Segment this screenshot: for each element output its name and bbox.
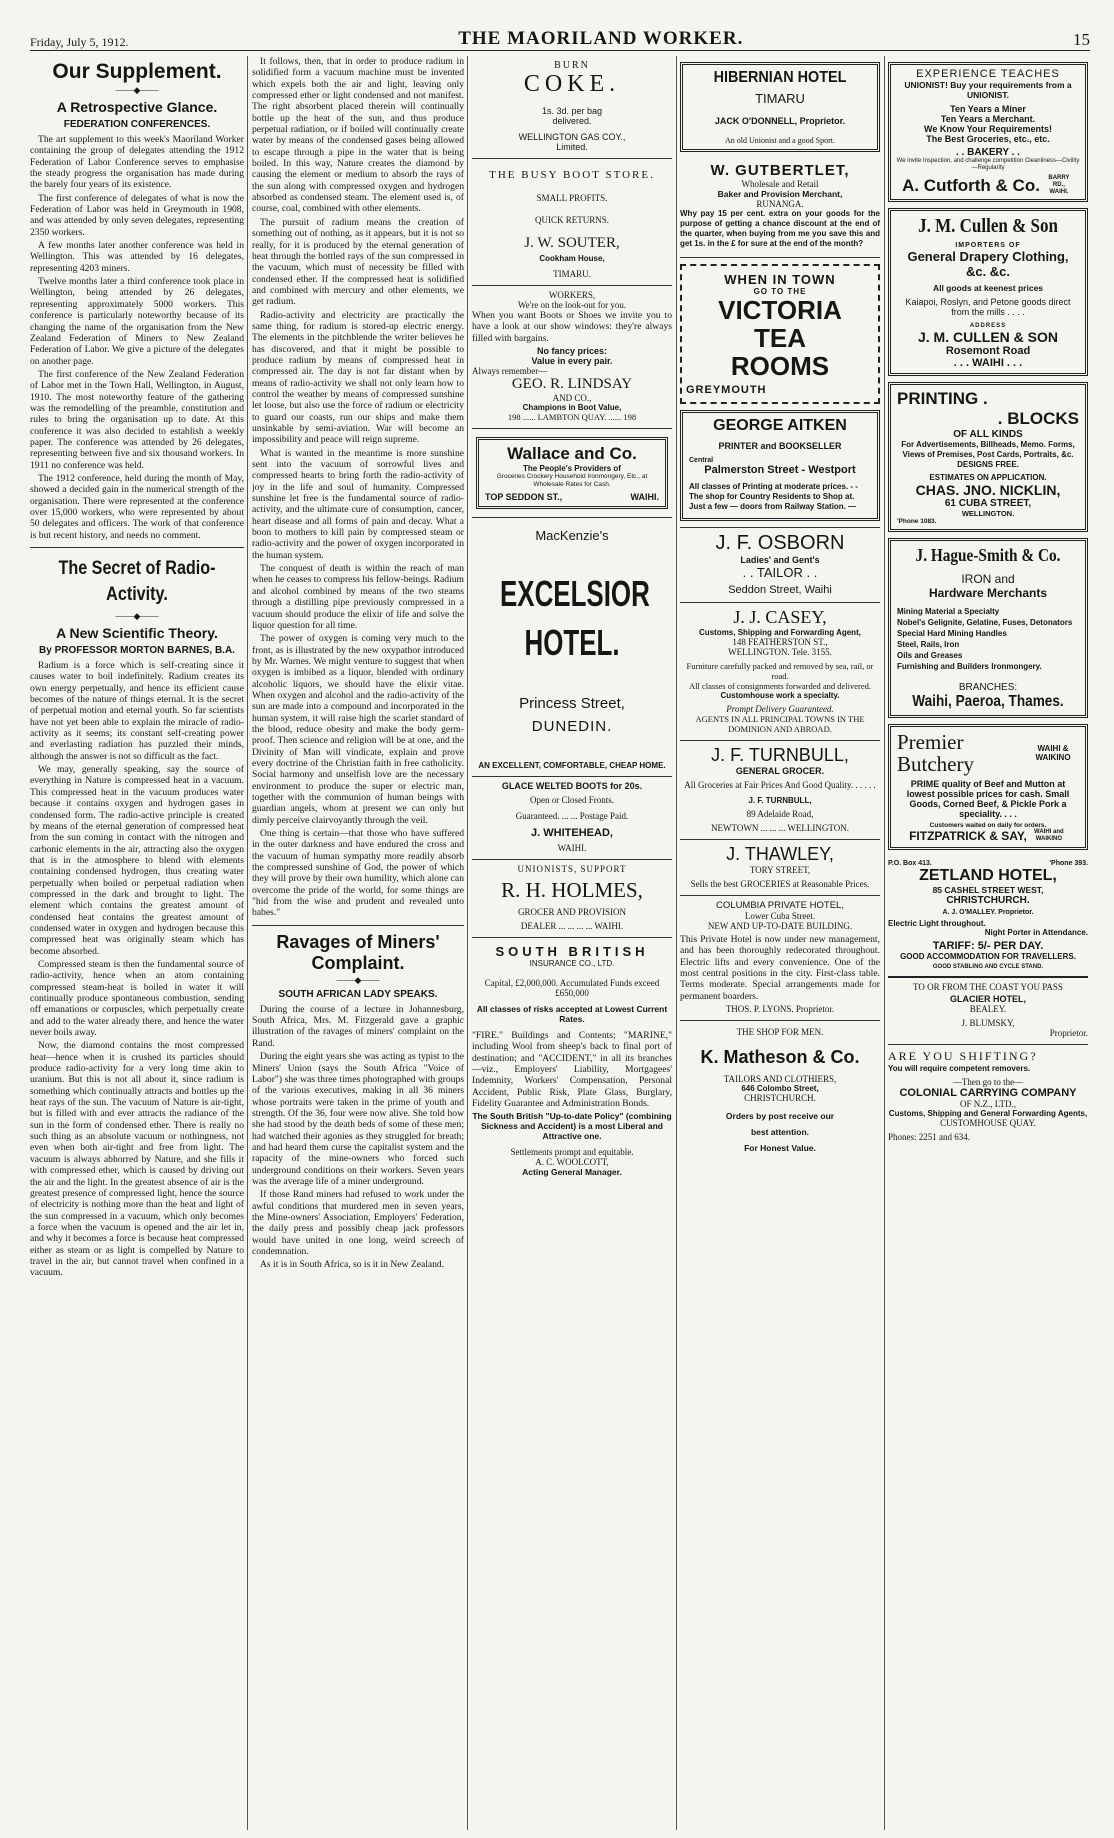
ad-coke bbox=[472, 56, 672, 159]
ad-text: TARIFF: 5/- PER DAY. bbox=[932, 940, 1044, 952]
ad-text: Hardware Merchants bbox=[928, 586, 1048, 600]
ad-text: ARE YOU SHIFTING? bbox=[888, 1049, 1038, 1063]
ad-text: The South British "Up-to-date Policy" (combining Sickness and Accident) is a most Liberal and Attractive one. bbox=[472, 1111, 672, 1142]
article-paragraph: As it is in South Africa, so is it in New Zealand. bbox=[260, 1259, 445, 1271]
ad-text: MacKenzie's bbox=[535, 528, 609, 544]
ad-casey bbox=[680, 603, 880, 741]
ad-hibernian bbox=[680, 62, 880, 152]
ad-text: J. M. Cullen & Son bbox=[918, 215, 1058, 237]
ad-text: . BLOCKS bbox=[997, 409, 1079, 428]
ad-text: GEORGE AITKEN bbox=[713, 417, 847, 434]
ad-text: Oils and Greases bbox=[897, 651, 963, 660]
ad-text: Butchery bbox=[897, 752, 974, 776]
ad-text: Nobel's Gelignite, Gelatine, Fuses, Detonators bbox=[897, 618, 1073, 627]
ad-text: All Groceries at Fair Prices And Good Quality. . . . . . bbox=[684, 780, 876, 790]
ad-text: SOUTH BRITISH bbox=[495, 944, 649, 960]
ad-matheson bbox=[680, 1027, 880, 1153]
ad-name-row bbox=[897, 829, 1079, 843]
ad-text: P.O. Box 413. bbox=[888, 860, 932, 867]
ad-text: Settlements prompt and equitable. bbox=[510, 1147, 634, 1158]
masthead bbox=[30, 28, 1090, 51]
ad-text: Electric Light throughout. bbox=[888, 919, 986, 928]
ad-text: 'Phone 393. bbox=[1049, 860, 1088, 867]
ad-text: 89 Adelaide Road, bbox=[746, 809, 814, 819]
ad-text: Palmerston Street - Westport bbox=[704, 464, 856, 476]
ad-text: COLONIAL CARRYING COMPANY bbox=[899, 1087, 1077, 1099]
column-2 bbox=[252, 56, 464, 1830]
ad-text: Why pay 15 per cent. extra on your goods for the purpose of getting a chance discount at the end of the quarter, when buying from me you save this and get 1s. in the £ for sure at the end of the month? bbox=[680, 209, 880, 248]
article-paragraph: Compressed steam is then the fundamental source of radio-activity, hence when an atom containing compressed steam-heat is boiled in water it will continually produce spontaneous combustion, sending off emanations or corpuscles, which perpetually create and add to the water already there, and hence the water never boils away. bbox=[30, 958, 244, 1039]
headline-ravages: Ravages of Miners' Complaint. bbox=[276, 931, 440, 973]
ad-text: CHAS. JNO. NICKLIN, bbox=[915, 482, 1061, 498]
ad-text: —Then go to the— bbox=[952, 1077, 1024, 1087]
ad-text: Customs, Shipping and General Forwarding Agents, bbox=[888, 1109, 1088, 1118]
ad-text: PRINTING . bbox=[897, 389, 988, 408]
ad-text: J. BLUMSKY, bbox=[961, 1018, 1015, 1028]
ad-text: best attention. bbox=[750, 1127, 810, 1138]
ad-text: NEWTOWN ... ... ... WELLINGTON. bbox=[711, 823, 849, 833]
ad-text: Ladies' and Gent's bbox=[740, 555, 820, 565]
ornament: ——◆—— bbox=[115, 611, 159, 622]
column-3 bbox=[472, 56, 672, 1830]
ad-text: RUNANGA. bbox=[756, 199, 804, 209]
ad-text: J. Hague-Smith & Co. bbox=[915, 545, 1061, 565]
ad-text: All classes of consignments forwarded and delivered. bbox=[689, 681, 871, 691]
ad-text: ZETLAND HOTEL, bbox=[919, 867, 1057, 884]
subhead-federation: FEDERATION CONFERENCES. bbox=[63, 119, 211, 130]
ad-text: We're on the look-out for you. bbox=[517, 300, 627, 310]
ad-text: Always remember— bbox=[472, 366, 548, 377]
ad-boot-store bbox=[472, 159, 672, 286]
ad-text: HIBERNIAN HOTEL bbox=[713, 69, 847, 86]
ad-text: CHRISTCHURCH. bbox=[946, 895, 1030, 906]
ad-text: WELLINGTON. Tele. 3155. bbox=[728, 647, 832, 657]
byline: By PROFESSOR MORTON BARNES, B.A. bbox=[39, 645, 235, 657]
ad-text: J. F. OSBORN bbox=[715, 532, 845, 554]
ad-text: You will require competent removers. bbox=[888, 1064, 1031, 1073]
ad-text: This Private Hotel is now under new management, and has been thoroughly redecorated throughout. Electric lifts and every convenience. One of the most central positions in the city. First-class table. Terms moderate. Special arrangements made for permanent boarders. bbox=[680, 934, 880, 1002]
ad-text: TIMARU. bbox=[553, 269, 591, 279]
ad-text: Customers waited on daily for orders. bbox=[929, 822, 1047, 829]
page-number: 15 bbox=[1073, 30, 1090, 49]
ad-text: Acting General Manager. bbox=[522, 1167, 622, 1178]
ad-text: Rosemont Road bbox=[945, 345, 1031, 357]
ad-premier-butchery bbox=[888, 724, 1088, 850]
ad-text: 646 Colombo Street, bbox=[741, 1084, 819, 1094]
ad-text: Open or Closed Fronts. bbox=[530, 795, 614, 806]
headline-radio-activity: The Secret of Radio-Activity. bbox=[58, 558, 216, 606]
ad-text: CHRISTCHURCH. bbox=[744, 1093, 816, 1104]
ad-text: A. J. O'MALLEY. Proprietor. bbox=[942, 909, 1034, 916]
ad-text: TOP SEDDON ST., bbox=[485, 492, 563, 503]
ad-text: BURN bbox=[554, 60, 590, 71]
ad-text: 85 CASHEL STREET WEST, bbox=[932, 885, 1044, 895]
ad-text: GO TO THE bbox=[753, 287, 807, 296]
ad-text: VICTORIA bbox=[718, 295, 842, 325]
column-rule bbox=[467, 56, 468, 1830]
ad-text: GOOD STABLING AND CYCLE STAND. bbox=[932, 964, 1044, 970]
paper-title: THE MAORILAND WORKER. bbox=[458, 28, 744, 49]
ad-text: Wallace and Co. bbox=[507, 444, 637, 464]
ad-text: . . BAKERY . . bbox=[956, 147, 1020, 158]
ad-text: 61 CUBA STREET, bbox=[944, 498, 1032, 509]
ad-text: For Honest Value. bbox=[744, 1143, 816, 1154]
column-4 bbox=[680, 56, 880, 1830]
ad-text: COKE. bbox=[523, 71, 621, 97]
ad-text: TAILORS AND CLOTHIERS, bbox=[723, 1074, 837, 1085]
ornament: ——◆—— bbox=[336, 974, 380, 985]
ad-text: An old Unionist and a good Sport. bbox=[725, 136, 835, 145]
article-paragraph: The power of oxygen is coming very much to the front, as is illustrated by the new oxypathor introduced by Mr. Warnes. We might venture to suggest that when oxygen is imbibed as a liquor, blended with ordinary alcoholic liquors, we should have the elixir vitae. When oxygen and alcohol and the radio-activity of the sun are made into a compound and incorporated in the human system, it will raise high the scarlet standard of the blood, reduce obesity and make the body germ-proof. Then science and religion will be at one, and the Divinity of Man will vindicate, explain and prove every doctrine of the Christian faith in free catholicity. Social harmony and unselfish love are the necessary environment to produce the super or electric man, together with the communion of human beings with guardian angels, whom at present we can only but dimly perceive clairvoyantly through the veil. bbox=[252, 633, 464, 826]
ad-text: Proprietor. bbox=[1049, 1028, 1088, 1038]
ad-text: SMALL PROFITS. bbox=[536, 193, 608, 203]
ad-contact-row bbox=[888, 860, 1088, 867]
ad-text: JACK O'DONNELL, Proprietor. bbox=[714, 116, 846, 126]
ad-lindsay bbox=[472, 286, 672, 429]
ad-text: THE SHOP FOR MEN. bbox=[736, 1027, 824, 1038]
ad-text: BEALEY. bbox=[969, 1004, 1007, 1014]
ad-excelsior bbox=[472, 517, 672, 777]
ad-text: OF ALL KINDS bbox=[953, 429, 1023, 440]
ad-text: INSURANCE CO., LTD. bbox=[529, 959, 615, 969]
ad-colonial-carrying bbox=[888, 1049, 1088, 1142]
ad-text: No fancy prices: bbox=[536, 346, 608, 357]
ad-gutbertlet bbox=[680, 158, 880, 258]
ad-text: J. W. SOUTER, bbox=[524, 235, 620, 251]
ad-text: BARRY RD., WAIHI. bbox=[1048, 175, 1070, 195]
ad-text: J. F. TURNBULL, bbox=[748, 796, 812, 805]
ad-text: WELLINGTON GAS COY., bbox=[518, 132, 626, 142]
issue-date: Friday, July 5, 1912. bbox=[30, 35, 129, 49]
ad-text: DEALER ... ... ... ... WAIHI. bbox=[520, 921, 624, 932]
ad-text: UNIONIST! Buy your requirements from a UNIONIST. bbox=[904, 80, 1072, 100]
ad-text: "FIRE." Buildings and Contents; "MARINE," including Wool from sheep's back to final port of destination; and "ACCIDENT," in all its branches—viz., Employers' Liability, Mortgagees' Indemnity, Workers' Compensation, Personal Accident, Public Risk, Plate Glass, Burglary, Fidelity Guarantee and Administration Bonds. bbox=[472, 1030, 672, 1110]
ad-text: GLACE WELTED BOOTS for 20s. bbox=[501, 781, 643, 792]
ad-text: R. H. HOLMES, bbox=[501, 878, 643, 903]
ad-text: Phones: 2251 and 634. bbox=[888, 1132, 970, 1142]
ad-text: . . . WAIHI . . . bbox=[953, 357, 1023, 369]
ad-text: Baker and Provision Merchant, bbox=[717, 189, 843, 199]
ad-text: Central bbox=[689, 457, 714, 464]
ad-text: EXPERIENCE TEACHES bbox=[916, 68, 1060, 80]
ad-text: Capital, £2,000,000. Accumulated Funds exceed £650,000 bbox=[484, 978, 660, 999]
divider bbox=[252, 925, 464, 926]
divider bbox=[30, 547, 244, 548]
ad-text: HOTEL. bbox=[524, 622, 620, 664]
ad-text: Night Porter in Attendance. bbox=[984, 928, 1088, 937]
article-paragraph: Twelve months later a third conference took place in Wellington, being attended by 26 delegates, representing approximately 5000 workers. This conference is particularly noteworthy because of its changing the name of the organisation from the New Zealand Federation of Miners to New Zealand Federation of Labor. We give a picture of the delegates on another page. bbox=[30, 276, 244, 367]
ad-text: Furnishing and Builders Ironmongery. bbox=[897, 662, 1042, 671]
article-paragraph: The first conference of delegates of what is now the Federation of Labor was held in Greymouth in 1908, and was attended by only seven delegates, representing 2350 workers. bbox=[30, 192, 244, 238]
ad-text: Seddon Street, Waihi bbox=[728, 584, 832, 596]
ad-text: Value in every pair. bbox=[531, 356, 613, 367]
ad-text: IMPORTERS OF bbox=[955, 242, 1021, 249]
ad-text: 198 ...... LAMBTON QUAY. ...... 198 bbox=[507, 412, 637, 423]
ad-text: TEA bbox=[754, 323, 806, 353]
ad-text: All classes of Printing at moderate prices. - - The shop for Country Residents to Shop at. Just a few — doors from Railway Station. — bbox=[689, 482, 858, 511]
article-paragraph: Now, the diamond contains the most compressed heat—hence when it is crushed its particles should produce radio-activity for a very long time akin to uranium. But this is not all about it, since radium is something which continually attracts and bottles up the heat rays of the sun. The vacuum of Nature is air-tight, but is filled with and ever attracts the radiance of the sun in the form of condensed ether. There is really no such thing as an absolute vacuum or nothingness, not even when both air-tight and free from light. The vacuum is always abhorred by Nature, and she fills it with compressed ether, which is caused by driving out the air and the light. In the greatest absence of air is the greatest presence of compressed light, hence the source of electricity is nothing more than the heat and light of the sun compressed in a vacuum, which only becomes a force when the vacuum is opened and the air let in, and why it becomes a force is because heat compressed either as steam or as light is compelled by Nature to travel in the air, but cannot travel when confined in a vacuum. bbox=[30, 1040, 244, 1279]
ad-text: Steel, Rails, Iron bbox=[897, 640, 960, 649]
ad-text: The People's Providers of bbox=[523, 464, 621, 474]
ad-text: FITZPATRICK & SAY, bbox=[909, 829, 1027, 843]
column-1 bbox=[30, 56, 244, 1830]
ad-text: Princess Street, bbox=[519, 695, 625, 713]
ad-turnbull bbox=[680, 741, 880, 840]
ad-osborn bbox=[680, 527, 880, 603]
ad-text: . . TAILOR . . bbox=[742, 565, 818, 580]
ad-wallace bbox=[476, 437, 668, 509]
ad-name-row bbox=[895, 175, 1081, 196]
ad-text: Wholesale and Retail bbox=[741, 179, 819, 189]
ad-name-row bbox=[897, 731, 1079, 775]
article-paragraph: During the course of a lecture in Johannesburg, South Africa, Mrs. M. Fitzgerald gave a graphic illustration of the ravages of miners' complaint on the Rand. bbox=[252, 1003, 464, 1049]
ad-text: All classes of risks accepted at Lowest Current Rates. bbox=[476, 1004, 668, 1025]
article-paragraph: The art supplement to this week's Maoriland Worker containing the group of delegates attending the 1912 Federation of Labor Conference serves to emphasise the steady progress the organisation has made during the barely four years of its existence. bbox=[30, 134, 244, 191]
ad-text: J. WHITEHEAD, bbox=[531, 827, 613, 840]
ad-text: 'Phone 1083. bbox=[897, 518, 937, 525]
ad-text: AGENTS IN ALL PRINCIPAL TOWNS IN THE DOMINION AND ABROAD. bbox=[695, 714, 865, 734]
ad-aitken bbox=[680, 410, 880, 521]
ad-text: Customs, Shipping and Forwarding Agent, bbox=[699, 628, 861, 637]
ad-text: A. Cutforth & Co. bbox=[902, 175, 1040, 195]
ad-text: WORKERS, bbox=[548, 290, 596, 300]
ad-text: GOOD ACCOMMODATION FOR TRAVELLERS. bbox=[900, 952, 1076, 961]
ad-text: When you want Boots or Shoes we invite you to have a look at our show windows: they're always filled with bargains. bbox=[472, 310, 672, 344]
article-paragraph: One thing is certain—that those who have suffered in the outer darkness and have endured the cross and the vacuum of human sympathy more readily absorb the compressed sunshine of God, the power of which they will prove by their own humility, which alone can overcome the pride of the world, for some things are "hid from the wise and prudent and revealed unto babes." bbox=[252, 828, 464, 919]
ad-text: WAIHI. bbox=[557, 843, 587, 854]
ad-text: Lower Cuba Street. bbox=[744, 911, 816, 921]
ad-text: 148 FEATHERSTON ST., bbox=[732, 637, 828, 647]
ad-text: We invite Inspection, and challenge competition Cleanliness—Civility—Regularity bbox=[896, 158, 1080, 171]
ad-text: BRANCHES: bbox=[958, 682, 1018, 693]
ad-text: Ten Years a Merchant. bbox=[940, 114, 1036, 124]
ad-holmes bbox=[472, 860, 672, 938]
article-paragraph: It follows, then, that in order to produce radium in solidified form a vacuum machine must be invented which expels both the air and light, leaving only compressed ether or light condensed and not manifest. The right absorbent placed therein will continually bottle up the heat of the sun, and thus produce perpetual radiation, or if boiled will continually create water by means of the condensed gases being allowed to escape through a pipe in the water that is being boiled. In this way, Nature creates the diamond by causing the element or medium to absorb the rays of the sun along with compressed oxygen and hydrogen absorbed as condensed steam. The element used is, of course, coal, combined with other elements. bbox=[252, 56, 464, 215]
ad-text: WAIHI and WAIKINO bbox=[1034, 829, 1064, 842]
ad-text: CUSTOMHOUSE QUAY. bbox=[940, 1118, 1036, 1128]
ad-text: ESTIMATES ON APPLICATION. bbox=[929, 473, 1047, 482]
ad-text: The Best Groceries, etc., etc. bbox=[926, 134, 1050, 144]
subhead-retrospective: A Retrospective Glance. bbox=[56, 99, 218, 115]
ad-text: We Know Your Requirements! bbox=[923, 124, 1053, 134]
ad-text: EXCELSIOR bbox=[500, 573, 650, 615]
article-paragraph: The 1912 conference, held during the month of May, showed a decided gain in the numerical strength of the organisation. There were represented at the conference over 15,000 workers, who were represented by about 50 delegates and officers. The work of that conference is but recent history, and needs no comment. bbox=[30, 472, 244, 541]
ad-text: Prompt Delivery Guaranteed. bbox=[726, 704, 834, 714]
column-rule bbox=[247, 56, 248, 1830]
article-paragraph: The pursuit of radium means the creation of something out of nothing, as it appears, but it is not so really, for it is produced by the eternal generation of heat through the bottled rays of the sun compressed in the vacuum, which must of necessity be filled with condensed ether. If the compressed heat is solidified and combined with mercury and other elements, we get radium. bbox=[252, 216, 464, 308]
ad-text: GROCER AND PROVISION bbox=[517, 907, 626, 918]
ornament: ——◆—— bbox=[115, 85, 159, 95]
article-paragraph: During the eight years she was acting as typist to the Miners' Union (says the South Africa "Voice of Labor") she was three times photographed with groups of the various executives, making in all 36 miners whose portraits were taken in the prime of youth and strength. Of the 36, four were now alive. She told how she had stood by the death beds of some of these men; had watched their agonies as they struggled for breath; and had heard them curse the capitalist system and the rapacity of the mine-owners who forced such underground conditions on their workers. Seven years was the average life of a miner underground. bbox=[252, 1051, 464, 1187]
ad-text: Special Hard Mining Handles bbox=[897, 629, 1007, 638]
ad-text: A. C. WOOLCOTT, bbox=[535, 1157, 609, 1168]
ad-address-row bbox=[485, 492, 659, 502]
ad-text: Ten Years a Miner bbox=[950, 104, 1026, 114]
article-paragraph: The first conference of the New Zealand Federation of Labor met in the Town Hall, Wellington, in August, 1910. The most noteworthy feature of the gathering was the remodelling of the preamble, constitution and rules to bring the organisation up to date. At this conference it was also decided to establish a weekly paper. The conference was attended by 26 delegates, representing between five and six thousand workers. In 1911 no conference was held. bbox=[30, 368, 244, 471]
ad-text: DUNEDIN. bbox=[531, 718, 613, 736]
ad-text: THOS. P. LYONS. Proprietor. bbox=[725, 1004, 835, 1015]
ad-cutforth bbox=[888, 62, 1088, 202]
ad-text: Orders by post receive our bbox=[725, 1111, 835, 1122]
ad-text: THE BUSY BOOT STORE. bbox=[489, 169, 655, 181]
ad-text: Guaranteed. ... ... Postage Paid. bbox=[515, 811, 629, 822]
ad-south-british bbox=[472, 944, 672, 1177]
ad-text: For Advertisements, Billheads, Memo. Forms, Views of Premises, Post Cards, Portraits, &c. DESIGNS FREE. bbox=[901, 440, 1075, 469]
ad-text: Groceries Crockery Household Ironmongery, Etc., at Wholesale Rates for Cash. bbox=[496, 473, 648, 489]
subhead-lady: SOUTH AFRICAN LADY SPEAKS. bbox=[278, 988, 438, 1000]
ad-glacier bbox=[888, 978, 1088, 1045]
ad-text: GEO. R. LINDSAY bbox=[511, 376, 633, 393]
ad-text: UNIONISTS, SUPPORT bbox=[517, 864, 627, 875]
ad-text: Limited. bbox=[556, 142, 588, 152]
ad-text: 1s. 3d. per bag bbox=[541, 106, 603, 116]
ad-text: ADDRESS bbox=[969, 323, 1007, 329]
ad-text: All goods at keenest prices bbox=[932, 283, 1044, 293]
ad-text: K. Matheson & Co. bbox=[700, 1047, 860, 1068]
ad-text: J. F. TURNBULL, bbox=[711, 745, 849, 765]
ad-text: GREYMOUTH bbox=[686, 384, 767, 396]
ad-columbia bbox=[680, 896, 880, 1021]
column-5 bbox=[888, 56, 1088, 1830]
ad-text: ROOMS bbox=[730, 351, 830, 381]
headline-supplement: Our Supplement. bbox=[52, 60, 222, 83]
ad-victoria-tea bbox=[680, 264, 880, 404]
ad-text: QUICK RETURNS. bbox=[534, 215, 609, 225]
ad-text: Premier bbox=[897, 730, 964, 754]
ad-text: WHEN IN TOWN bbox=[724, 272, 836, 287]
ad-text: Champions in Boot Value, bbox=[522, 403, 622, 413]
ad-text: TIMARU bbox=[755, 91, 805, 106]
ad-thawley bbox=[680, 840, 880, 896]
ad-text: WAIHI. bbox=[630, 492, 659, 503]
ad-text: COLUMBIA PRIVATE HOTEL, bbox=[716, 900, 844, 911]
ad-text: Cookham House, bbox=[539, 254, 605, 263]
ad-text: Kaiapoi, Roslyn, and Petone goods direct from the mills . . . . bbox=[905, 297, 1071, 317]
ad-nicklin bbox=[888, 382, 1088, 532]
article-paragraph: A few months later another conference was held in Wellington. This was attended by 16 delegates, representing 4203 miners. bbox=[30, 240, 244, 274]
subhead-theory: A New Scientific Theory. bbox=[56, 625, 218, 642]
ad-text: OF N.Z., LTD., bbox=[960, 1099, 1016, 1109]
ad-whitehead bbox=[472, 777, 672, 860]
ad-text: IRON and bbox=[961, 572, 1015, 586]
ad-text: GLACIER HOTEL, bbox=[950, 994, 1026, 1004]
ad-text: WELLINGTON. bbox=[961, 509, 1015, 518]
ad-cullen bbox=[888, 208, 1088, 376]
article-paragraph: If those Rand miners had refused to work under the awful conditions that murdered men in seven years, the Mine-owners' Association, Employers' Federation, the daily press and possibly cheap jack professors would have united in one long, weird screech of condemnation. bbox=[252, 1189, 464, 1257]
ad-zetland bbox=[888, 856, 1088, 978]
ad-hague-smith bbox=[888, 538, 1088, 718]
ad-text: TO OR FROM THE COAST YOU PASS bbox=[913, 982, 1063, 992]
article-paragraph: We may, generally speaking, say the source of everything in Nature is compressed heat in a vacuum. This compressed heat in the vacuum produces water because it contains oxygen and hydrogen gases in condensed form. The radio-active principle is created by means of the eternal generation of compressed heat from the sun coming in contact with the nitrogen and carbonic elements in the air, attracting also the oxygen that is in the atmosphere to blend with elements containing condensed hydrogen, thus creating water perpetually when boiled or perpetual radiation when compressed in the dark and brought to light. The element which contains the greatest amount of condensed heat contains the greatest amount of condensed water in oxygen and hydrogen because this compressed heat was originally steam which has become absorbed. bbox=[30, 764, 244, 957]
article-paragraph: Radium is a force which is self-creating since it causes water to boil indefinitely. Radium creates its own energy perpetually, and hence its efficient cause becomes of the nature of things eternal. It is the secret of perpetual motion and eternal youth. So far scientists have not yet been able to explain the miracle of radio-activity as it seems; its constant self-creating power and everlasting radiation has puzzled their minds, although the answer is not so difficult as the fact. bbox=[30, 660, 244, 762]
ad-text: PRIME quality of Beef and Mutton at lowest possible prices for cash. Small Goods, Corned Beef, & Pickle Pork a speciality. . . . bbox=[906, 779, 1070, 819]
column-rule bbox=[676, 56, 677, 1830]
ad-text: Sells the best GROCERIES at Reasonable Prices. bbox=[690, 879, 870, 889]
ad-text: Furniture carefully packed and removed by sea, rail, or road. bbox=[686, 661, 874, 681]
article-paragraph: What is wanted in the meantime is more sunshine sent into the vacuum of sorrowful lives and compressed hearts to bring forth the radio-activity of joy in the life and soul of humanity. Compressed sunshine let free is the fundamental source of radio-activity, and the ultimate cure of consumption, cancer, heart disease and all forms of pain and decay. What a boon to mothers to kill pain by compressed steam or radio-activity and the power of oxygen incorporated in the human system. bbox=[252, 447, 464, 561]
ad-text: NEW AND UP-TO-DATE BUILDING. bbox=[707, 921, 853, 931]
column-rule bbox=[884, 56, 885, 1830]
ad-text: J. M. CULLEN & SON bbox=[917, 329, 1058, 345]
ad-text: Mining Material a Specialty bbox=[897, 607, 1000, 616]
ad-text: Waihi, Paeroa, Thames. bbox=[912, 693, 1064, 710]
ad-text: GENERAL GROCER. bbox=[735, 766, 825, 776]
ad-text: General Drapery Clothing, &c. &c. bbox=[907, 249, 1069, 279]
ad-text: J. J. CASEY, bbox=[733, 607, 827, 627]
ad-text: delivered. bbox=[552, 116, 592, 126]
ad-text: WAIHI & WAIKINO bbox=[1035, 744, 1071, 762]
ad-text: AND CO., bbox=[552, 393, 592, 404]
ad-text: J. THAWLEY, bbox=[726, 844, 834, 864]
article-paragraph: Radio-activity and electricity are practically the same thing, for radium is stored-up electric energy. The elements in the pitchblende the writer believes he has discovered, and that it might be possible to produce radium by means of compressed heat in compressed air. The day is not far distant when by means of radio-activity we shall not only learn how to control the weather by means of compressed sunshine let loose, but also use the force of radium or electricity to guard our coasts, run our ships and make them unsinkable by semi-aviation. War will become an impossibility and peace will reign supreme. bbox=[252, 309, 464, 446]
ad-text: Customhouse work a specialty. bbox=[720, 691, 840, 700]
ad-text: PRINTER and BOOKSELLER bbox=[718, 441, 842, 451]
ad-text: AN EXCELLENT, COMFORTABLE, CHEAP HOME. bbox=[478, 761, 666, 771]
article-paragraph: The conquest of death is within the reach of man when he ceases to compress his fellow-beings. Radium and alcohol combined by means of the two steams through a distilling pipe previously compressed in a vacuum should produce the elixir of life and solve the liquor question for all time. bbox=[252, 563, 464, 631]
ad-text: TORY STREET, bbox=[749, 865, 811, 875]
ad-text: W. GUTBERTLET, bbox=[710, 162, 850, 179]
